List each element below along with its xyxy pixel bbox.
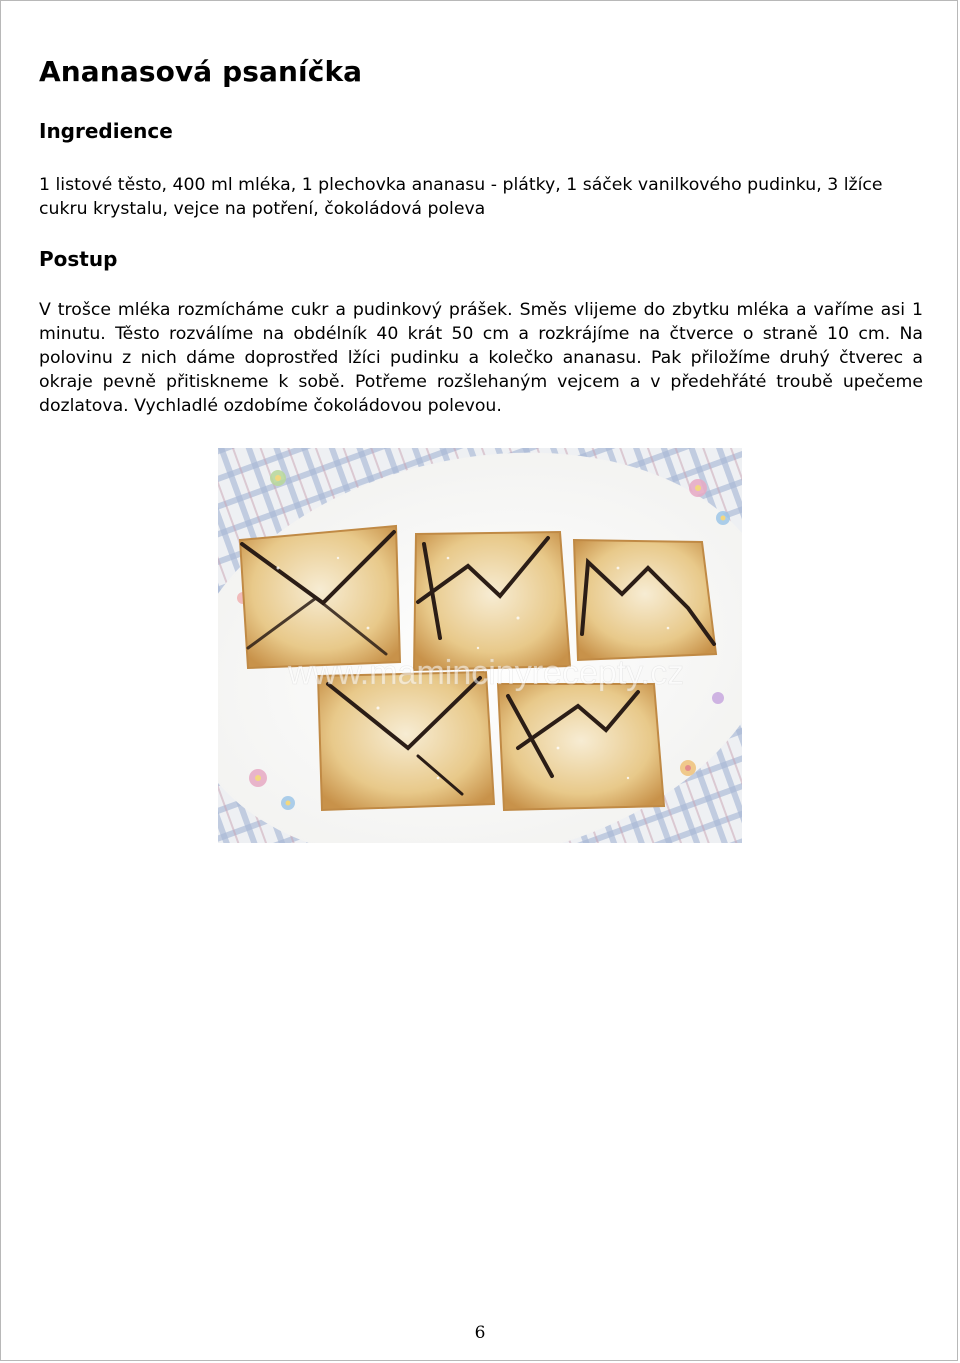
- photo-watermark: www.mamincinyrecepty.cz: [288, 654, 685, 692]
- ingredients-text: 1 listové těsto, 400 ml mléka, 1 plechovka ananasu - plátky, 1 sáček vanilkového pudinku, 3 lžíce cukru krystalu, vejce na potření, čokoládová poleva: [39, 175, 883, 219]
- procedure-heading: Postup: [39, 247, 118, 271]
- ingredients-heading: Ingredience: [39, 119, 173, 143]
- pastry-top-right: [574, 540, 716, 660]
- pastry-top-left: [240, 526, 400, 668]
- recipe-photo: [218, 448, 742, 843]
- procedure-text: V trošce mléka rozmícháme cukr a pudinkový prášek. Směs vlijeme do zbytku mléka a vaříme asi 1 minutu. Těsto rozválíme na obdélník 40 krát 50 cm a rozkrájíme na čtverce o straně 10 cm. Na polovinu z nich dáme doprostřed lžíci pudinku a kolečko ananasu. Pak přiložíme druhý čtverec a okraje pevně přitiskneme k sobě. Potřeme rozšlehaným vejcem a v předehřáté troubě upečeme dozlatova. Vychladlé ozdobíme čokoládovou polevou.: [39, 300, 923, 416]
- pastry-bottom-left: [318, 672, 494, 810]
- pastry-top-middle: [414, 532, 570, 670]
- recipe-title: Ananasová psaníčka: [39, 55, 363, 88]
- pastry-bottom-right: [498, 684, 664, 810]
- page-number: 6: [474, 1323, 486, 1343]
